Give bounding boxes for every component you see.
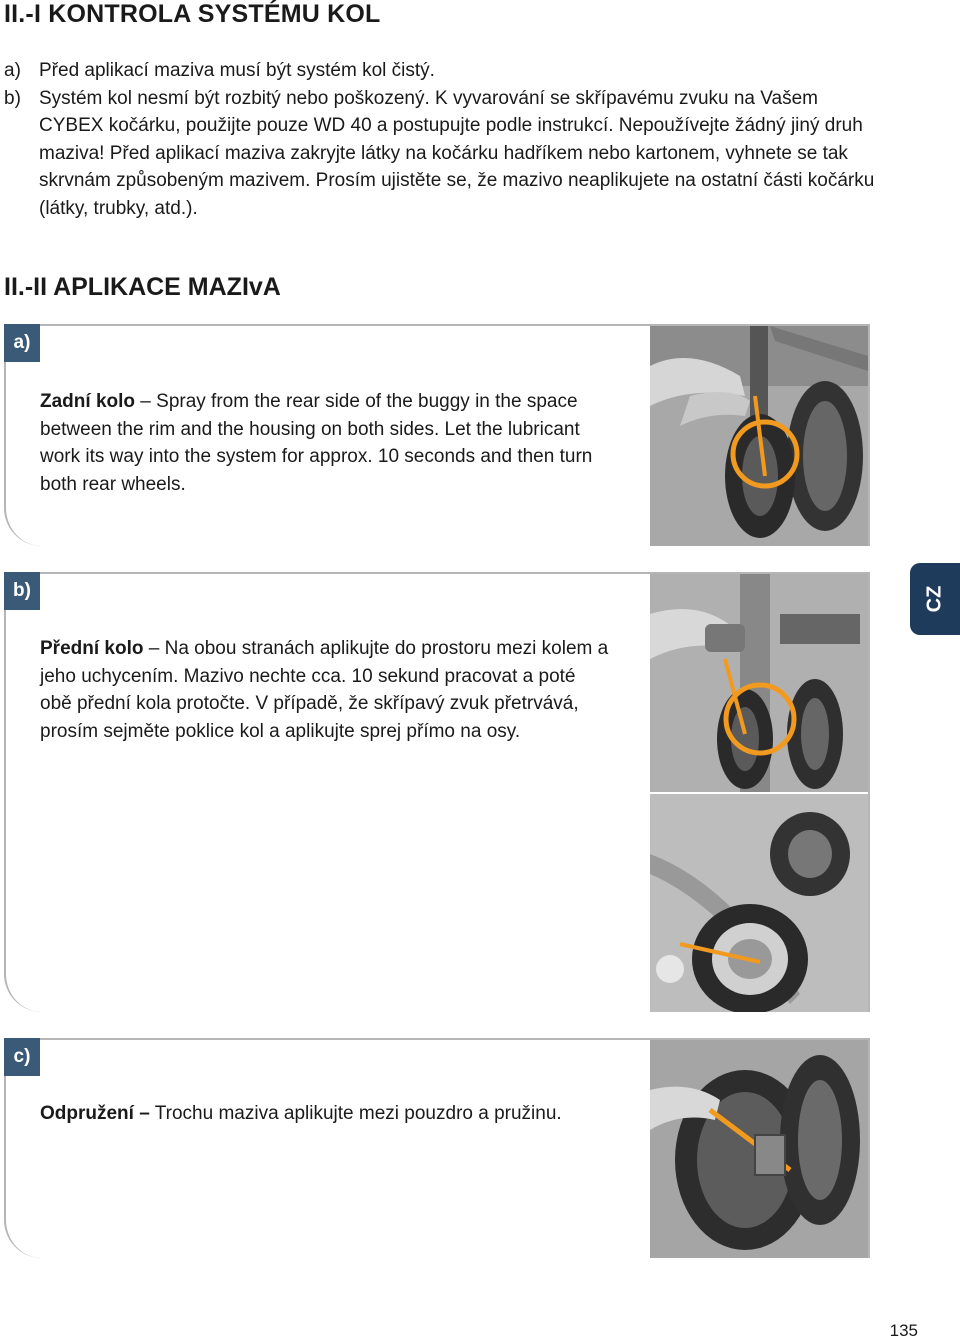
front-wheel-spray-photo [650, 574, 868, 792]
step-box-front-wheel [4, 572, 870, 1012]
step-box-suspension [4, 1038, 870, 1258]
wheel-check-list [4, 57, 884, 222]
section-heading-wheel-check: II.-I KONTROLA SYSTÉMU KOL [4, 0, 381, 28]
list-item-text: Systém kol nesmí být rozbitý nebo poškozený. K vyvarování se skřípavému zvuku na Vašem CYBEX kočárku, použijte pouze WD 40 a postupujte podle instrukcí. Nepoužívejte žádný jiný druh maziva! Před aplikací maziva zakryjte látky na kočárku hadříkem nebo kartonem, vyhnete se tak skrvnám způsobeným mazivem. Prosím ujistěte se, že mazivo neaplikujete na ostatní části kočárku (látky, trubky, atd.). [39, 87, 875, 219]
step-dash: – [148, 638, 160, 659]
list-marker: a) [4, 60, 21, 81]
list-item [4, 57, 884, 85]
language-tab-label: CZ [923, 585, 946, 613]
step-description [40, 635, 610, 745]
step-title: Přední kolo [40, 638, 144, 659]
step-box-rear-wheel [4, 324, 870, 546]
step-label: a) [4, 324, 40, 362]
step-body: Spray from the rear side of the buggy in the space between the rim and the housing on both sides. Let the lubricant work its way into the system for approx. 10 seconds and then turn both rear wheels. [40, 391, 593, 495]
step-description [40, 1100, 640, 1128]
step-title: Zadní kolo [40, 391, 135, 412]
page-number: 135 [889, 1321, 918, 1340]
front-wheel-hubcap-photo [650, 794, 868, 1012]
list-marker: b) [4, 87, 21, 109]
step-label: b) [4, 572, 40, 610]
list-item [4, 85, 884, 223]
step-body: Na obou stranách aplikujte do prostoru mezi kolem a jeho uchycením. Mazivo nechte cca. 10 sekund pracovat a poté obě přední kola protočte. V případě, že skřípavý zvuk přetrvává, prosím sejměte poklice kol a aplikujte sprej přímo na osy. [40, 638, 609, 742]
step-description [40, 388, 610, 498]
step-body: Trochu maziva aplikujte mezi pouzdro a pružinu. [154, 1103, 562, 1124]
step-dash: – [140, 391, 151, 412]
suspension-photo [650, 1040, 868, 1258]
step-title: Odpružení [40, 1103, 134, 1124]
rear-wheel-photo [650, 326, 868, 546]
step-dash: – [139, 1103, 150, 1124]
list-item-text: Před aplikací maziva musí být systém kol čistý. [39, 60, 435, 81]
language-tab [910, 563, 960, 635]
step-label: c) [4, 1038, 40, 1076]
section-heading-lubrication: II.-II APLIKACE MAZIvA [4, 273, 281, 301]
